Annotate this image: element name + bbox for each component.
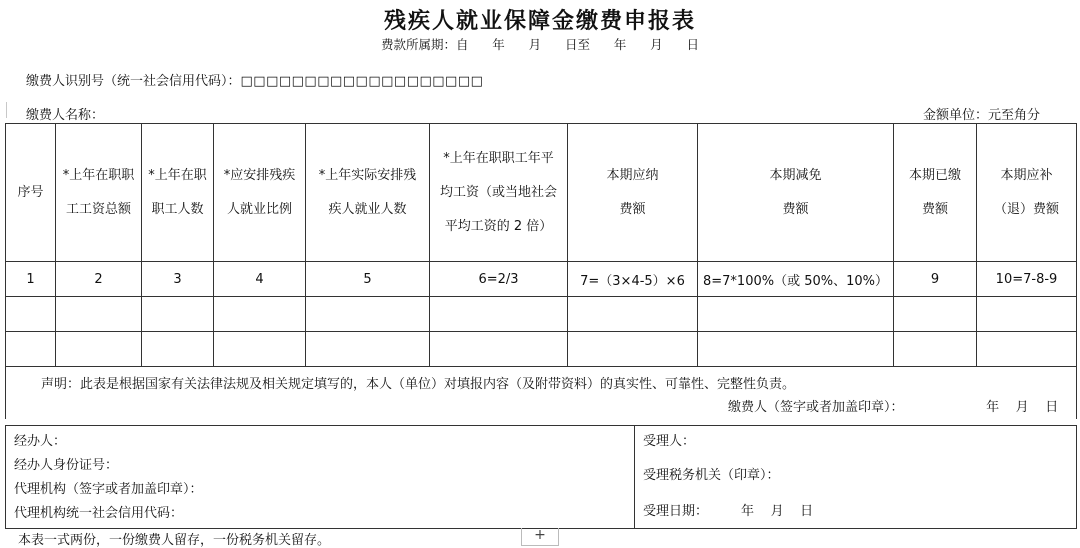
table-cell[interactable] (894, 297, 977, 332)
header-actual-disabled: *上年实际安排残 疾人就业人数 (306, 124, 430, 262)
table-cell: 3 (142, 262, 214, 297)
table-cell: 2 (56, 262, 142, 297)
header-payable: 本期应纳 费额 (568, 124, 698, 262)
table-cell[interactable] (430, 332, 568, 367)
table-cell: 10=7-8-9 (977, 262, 1077, 297)
header-seq: 序号 (6, 124, 56, 262)
table-cell: 8=7*100%（或 50%、10%） (698, 262, 894, 297)
table-row (6, 262, 1077, 297)
table-cell: 4 (214, 262, 306, 297)
tax-office-seal-field: 受理税务机关（印章）： (643, 468, 780, 483)
table-cell[interactable] (698, 297, 894, 332)
footer-note: 本表一式两份，一份缴费人留存，一份税务机关留存。 (18, 533, 331, 548)
header-total-wages: *上年在职职 工工资总额 (56, 124, 142, 262)
handling-table (5, 425, 1077, 529)
table-cell[interactable] (568, 297, 698, 332)
table-cell[interactable] (6, 297, 56, 332)
table-cell[interactable] (568, 332, 698, 367)
table-cell: 7=（3×4-5）×6 (568, 262, 698, 297)
table-cell[interactable] (698, 332, 894, 367)
table-cell[interactable] (142, 297, 214, 332)
payer-id-label: 缴费人识别号（统一社会信用代码）： (26, 74, 241, 89)
table-cell[interactable] (214, 297, 306, 332)
table-cell[interactable] (6, 332, 56, 367)
header-avg-wage: *上年在职职工年平 均工资（或当地社会 平均工资的 2 倍） (430, 124, 568, 262)
agent-block (6, 426, 635, 529)
table-cell[interactable] (214, 332, 306, 367)
form-title: 残疾人就业保障金缴费申报表 (383, 9, 696, 34)
fee-period: 费款所属期：自 年 月 日至 年 月 日 (380, 37, 700, 52)
payer-name-label: 缴费人名称： (26, 108, 105, 123)
sheet-edge-marker (0, 102, 7, 118)
table-cell[interactable] (977, 297, 1077, 332)
declaration-cell (6, 367, 1077, 420)
handler-id-field: 经办人身份证号： (14, 458, 119, 473)
table-cell: 9 (894, 262, 977, 297)
payer-id-line (26, 70, 483, 89)
add-sheet-button[interactable]: + (521, 528, 559, 546)
table-cell: 5 (306, 262, 430, 297)
table-header-row (6, 124, 1077, 262)
declaration-row (6, 367, 1077, 420)
table-cell: 6=2/3 (430, 262, 568, 297)
table-cell[interactable] (430, 297, 568, 332)
table-cell[interactable] (306, 297, 430, 332)
table-row (6, 332, 1077, 367)
table-cell[interactable] (306, 332, 430, 367)
amount-unit: 金额单位：元至角分 (922, 108, 1040, 123)
agency-seal-field: 代理机构（签字或者加盖印章）： (14, 482, 203, 497)
header-required-ratio: *应安排残疾 人就业比例 (214, 124, 306, 262)
handler-field: 经办人： (14, 434, 67, 449)
receiver-field: 受理人： (643, 434, 696, 449)
header-reduction: 本期减免 费额 (698, 124, 894, 262)
header-paid: 本期已缴 费额 (894, 124, 977, 262)
table-cell[interactable] (56, 297, 142, 332)
declaration-text: 声明：此表是根据国家有关法律法规及相关规定填写的，本人（单位）对填报内容（及附带资料）的真实性、可靠性、完整性负责。 (41, 377, 796, 392)
header-staff-count: *上年在职 职工人数 (142, 124, 214, 262)
table-cell[interactable] (142, 332, 214, 367)
table-cell[interactable] (56, 332, 142, 367)
receipt-date-field: 受理日期： 年 月 日 (643, 504, 814, 519)
payer-id-boxes[interactable]: □□□□□□□□□□□□□□□□□□□ (240, 74, 484, 89)
table-row (6, 297, 1077, 332)
header-refund: 本期应补 （退）费额 (977, 124, 1077, 262)
table-cell[interactable] (977, 332, 1077, 367)
tax-office-block (635, 426, 1077, 529)
payer-signature-line: 缴费人（签字或者加盖印章）： 年 月 日 (728, 400, 1059, 415)
agency-credit-code-field: 代理机构统一社会信用代码： (14, 506, 184, 521)
declaration-table (5, 123, 1077, 419)
table-cell: 1 (6, 262, 56, 297)
table-cell[interactable] (894, 332, 977, 367)
